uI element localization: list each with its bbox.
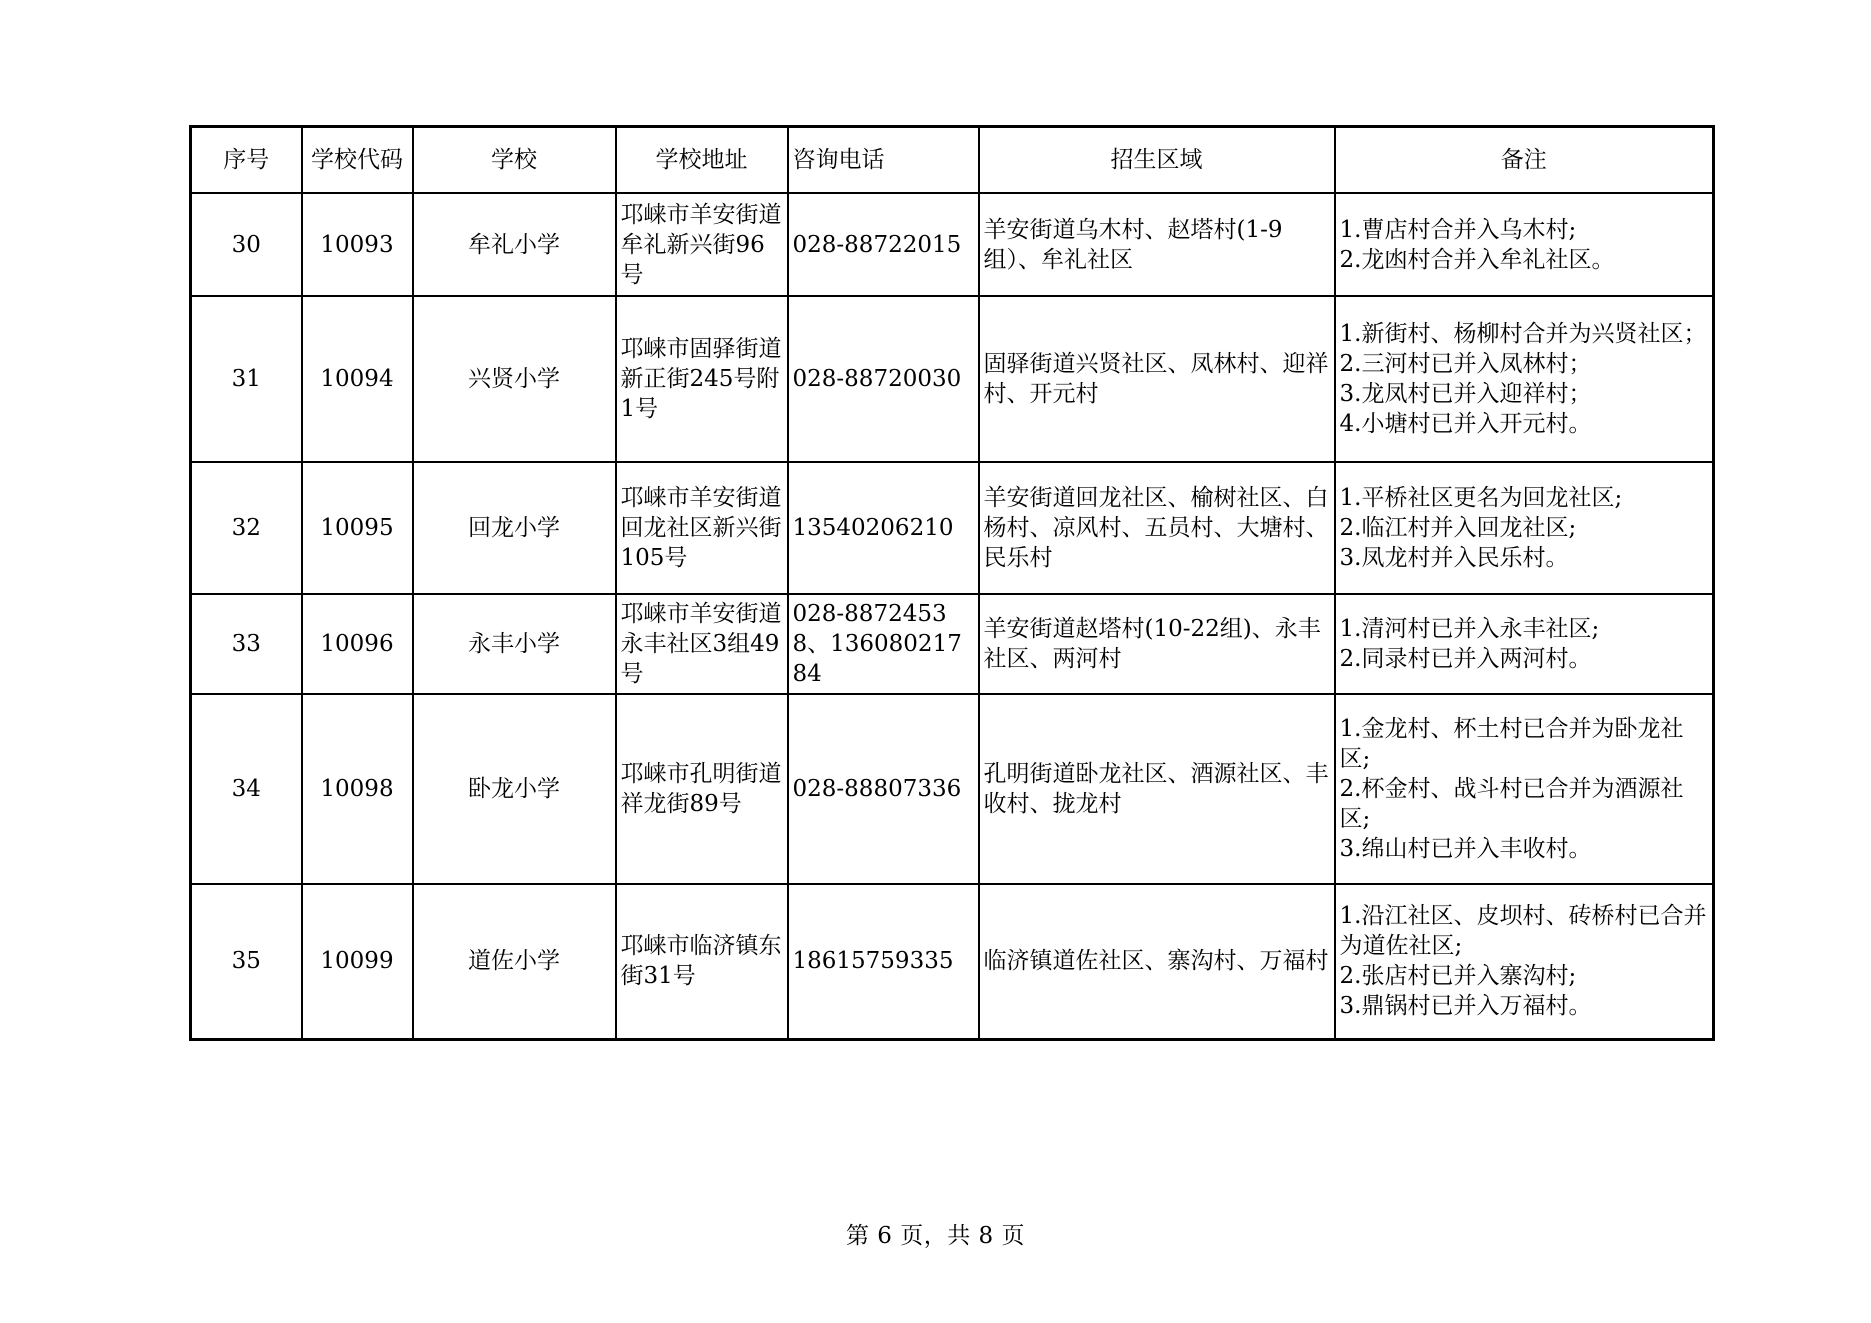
cell-seq: 30 [191,193,302,296]
cell-notes [1335,296,1714,462]
table-header-row [191,127,1714,194]
cell-school: 永丰小学 [413,594,616,694]
note-line: 2.杯金村、战斗村已合并为酒源社区; [1339,776,1684,832]
cell-notes [1335,193,1714,296]
cell-seq: 33 [191,594,302,694]
cell-phone: 028-88807336 [788,694,979,884]
table-row [191,694,1714,884]
cell-area: 固驿街道兴贤社区、凤林村、迎祥村、开元村 [979,296,1335,462]
header-seq: 序号 [191,127,302,194]
cell-notes [1335,694,1714,884]
note-line: 1.新街村、杨柳村合并为兴贤社区；2.三河村已并入凤林村； [1339,321,1707,377]
note-line: 3.龙凤村已并入迎祥村； [1339,381,1592,407]
cell-school: 回龙小学 [413,462,616,594]
cell-phone: 13540206210 [788,462,979,594]
header-notes: 备注 [1335,127,1714,194]
note-line: 2.临江村并入回龙社区; [1339,515,1577,541]
cell-address: 邛崃市羊安街道永丰社区3组49号 [616,594,788,694]
cell-area: 孔明街道卧龙社区、酒源社区、丰收村、拢龙村 [979,694,1335,884]
note-line: 4.小塘村已并入开元村。 [1339,411,1592,437]
cell-address: 邛崃市羊安街道回龙社区新兴街105号 [616,462,788,594]
cell-code: 10096 [302,594,413,694]
note-line: 1.曹店村合并入乌木村; [1339,216,1577,243]
cell-notes [1335,462,1714,594]
cell-code: 10095 [302,462,413,594]
cell-school: 兴贤小学 [413,296,616,462]
note-line: 3.绵山村已并入丰收村。 [1339,836,1592,862]
cell-school: 牟礼小学 [413,193,616,296]
cell-seq: 35 [191,884,302,1039]
table-row [191,462,1714,594]
cell-seq: 32 [191,462,302,594]
cell-school: 道佐小学 [413,884,616,1039]
cell-phone: 028-88720030 [788,296,979,462]
cell-area: 羊安街道乌木村、赵塔村(1-9组）、牟礼社区 [979,193,1335,296]
cell-code: 10098 [302,694,413,884]
header-area: 招生区域 [979,127,1335,194]
cell-area: 羊安街道回龙社区、榆树社区、白杨村、凉风村、五员村、大塘村、民乐村 [979,462,1335,594]
cell-notes [1335,594,1714,694]
enrollment-table [189,125,1715,1041]
table-row [191,193,1714,296]
cell-code: 10094 [302,296,413,462]
cell-seq: 34 [191,694,302,884]
cell-area: 临济镇道佐社区、寨沟村、万福村 [979,884,1335,1039]
cell-address: 邛崃市临济镇东街31号 [616,884,788,1039]
cell-address: 邛崃市羊安街道牟礼新兴街96号 [616,193,788,296]
page-number-footer: 第 6 页，共 8 页 [845,1223,1025,1249]
table-row [191,296,1714,462]
table-row [191,594,1714,694]
table-row [191,884,1714,1039]
header-school-code: 学校代码 [302,127,413,194]
cell-code: 10099 [302,884,413,1039]
note-line: 1.平桥社区更名为回龙社区; [1339,485,1623,511]
cell-phone: 028-88722015 [788,193,979,296]
cell-phone: 18615759335 [788,884,979,1039]
note-line: 3.鼎锅村已并入万福村。 [1339,993,1592,1020]
cell-address: 邛崃市固驿街道新正街245号附1号 [616,296,788,462]
note-line: 1.清河村已并入永丰社区; [1339,616,1600,642]
cell-seq: 31 [191,296,302,462]
cell-school: 卧龙小学 [413,694,616,884]
cell-phone: 028-88724538、13608021784 [788,594,979,694]
note-line: 2.张店村已并入寨沟村; [1339,963,1577,990]
header-school: 学校 [413,127,616,194]
header-phone: 咨询电话 [788,127,979,194]
header-address: 学校地址 [616,127,788,194]
note-line: 1.金龙村、杯土村已合并为卧龙社区; [1339,716,1684,772]
cell-address: 邛崃市孔明街道祥龙街89号 [616,694,788,884]
cell-area: 羊安街道赵塔村(10-22组)、永丰社区、两河村 [979,594,1335,694]
note-line: 1.沿江社区、皮坝村、砖桥村已合并为道佐社区; [1339,903,1707,960]
note-line: 2.龙凼村合并入牟礼社区。 [1339,246,1615,273]
cell-code: 10093 [302,193,413,296]
note-line: 3.凤龙村并入民乐村。 [1339,545,1569,571]
note-line: 2.同录村已并入两河村。 [1339,646,1592,672]
cell-notes [1335,884,1714,1039]
